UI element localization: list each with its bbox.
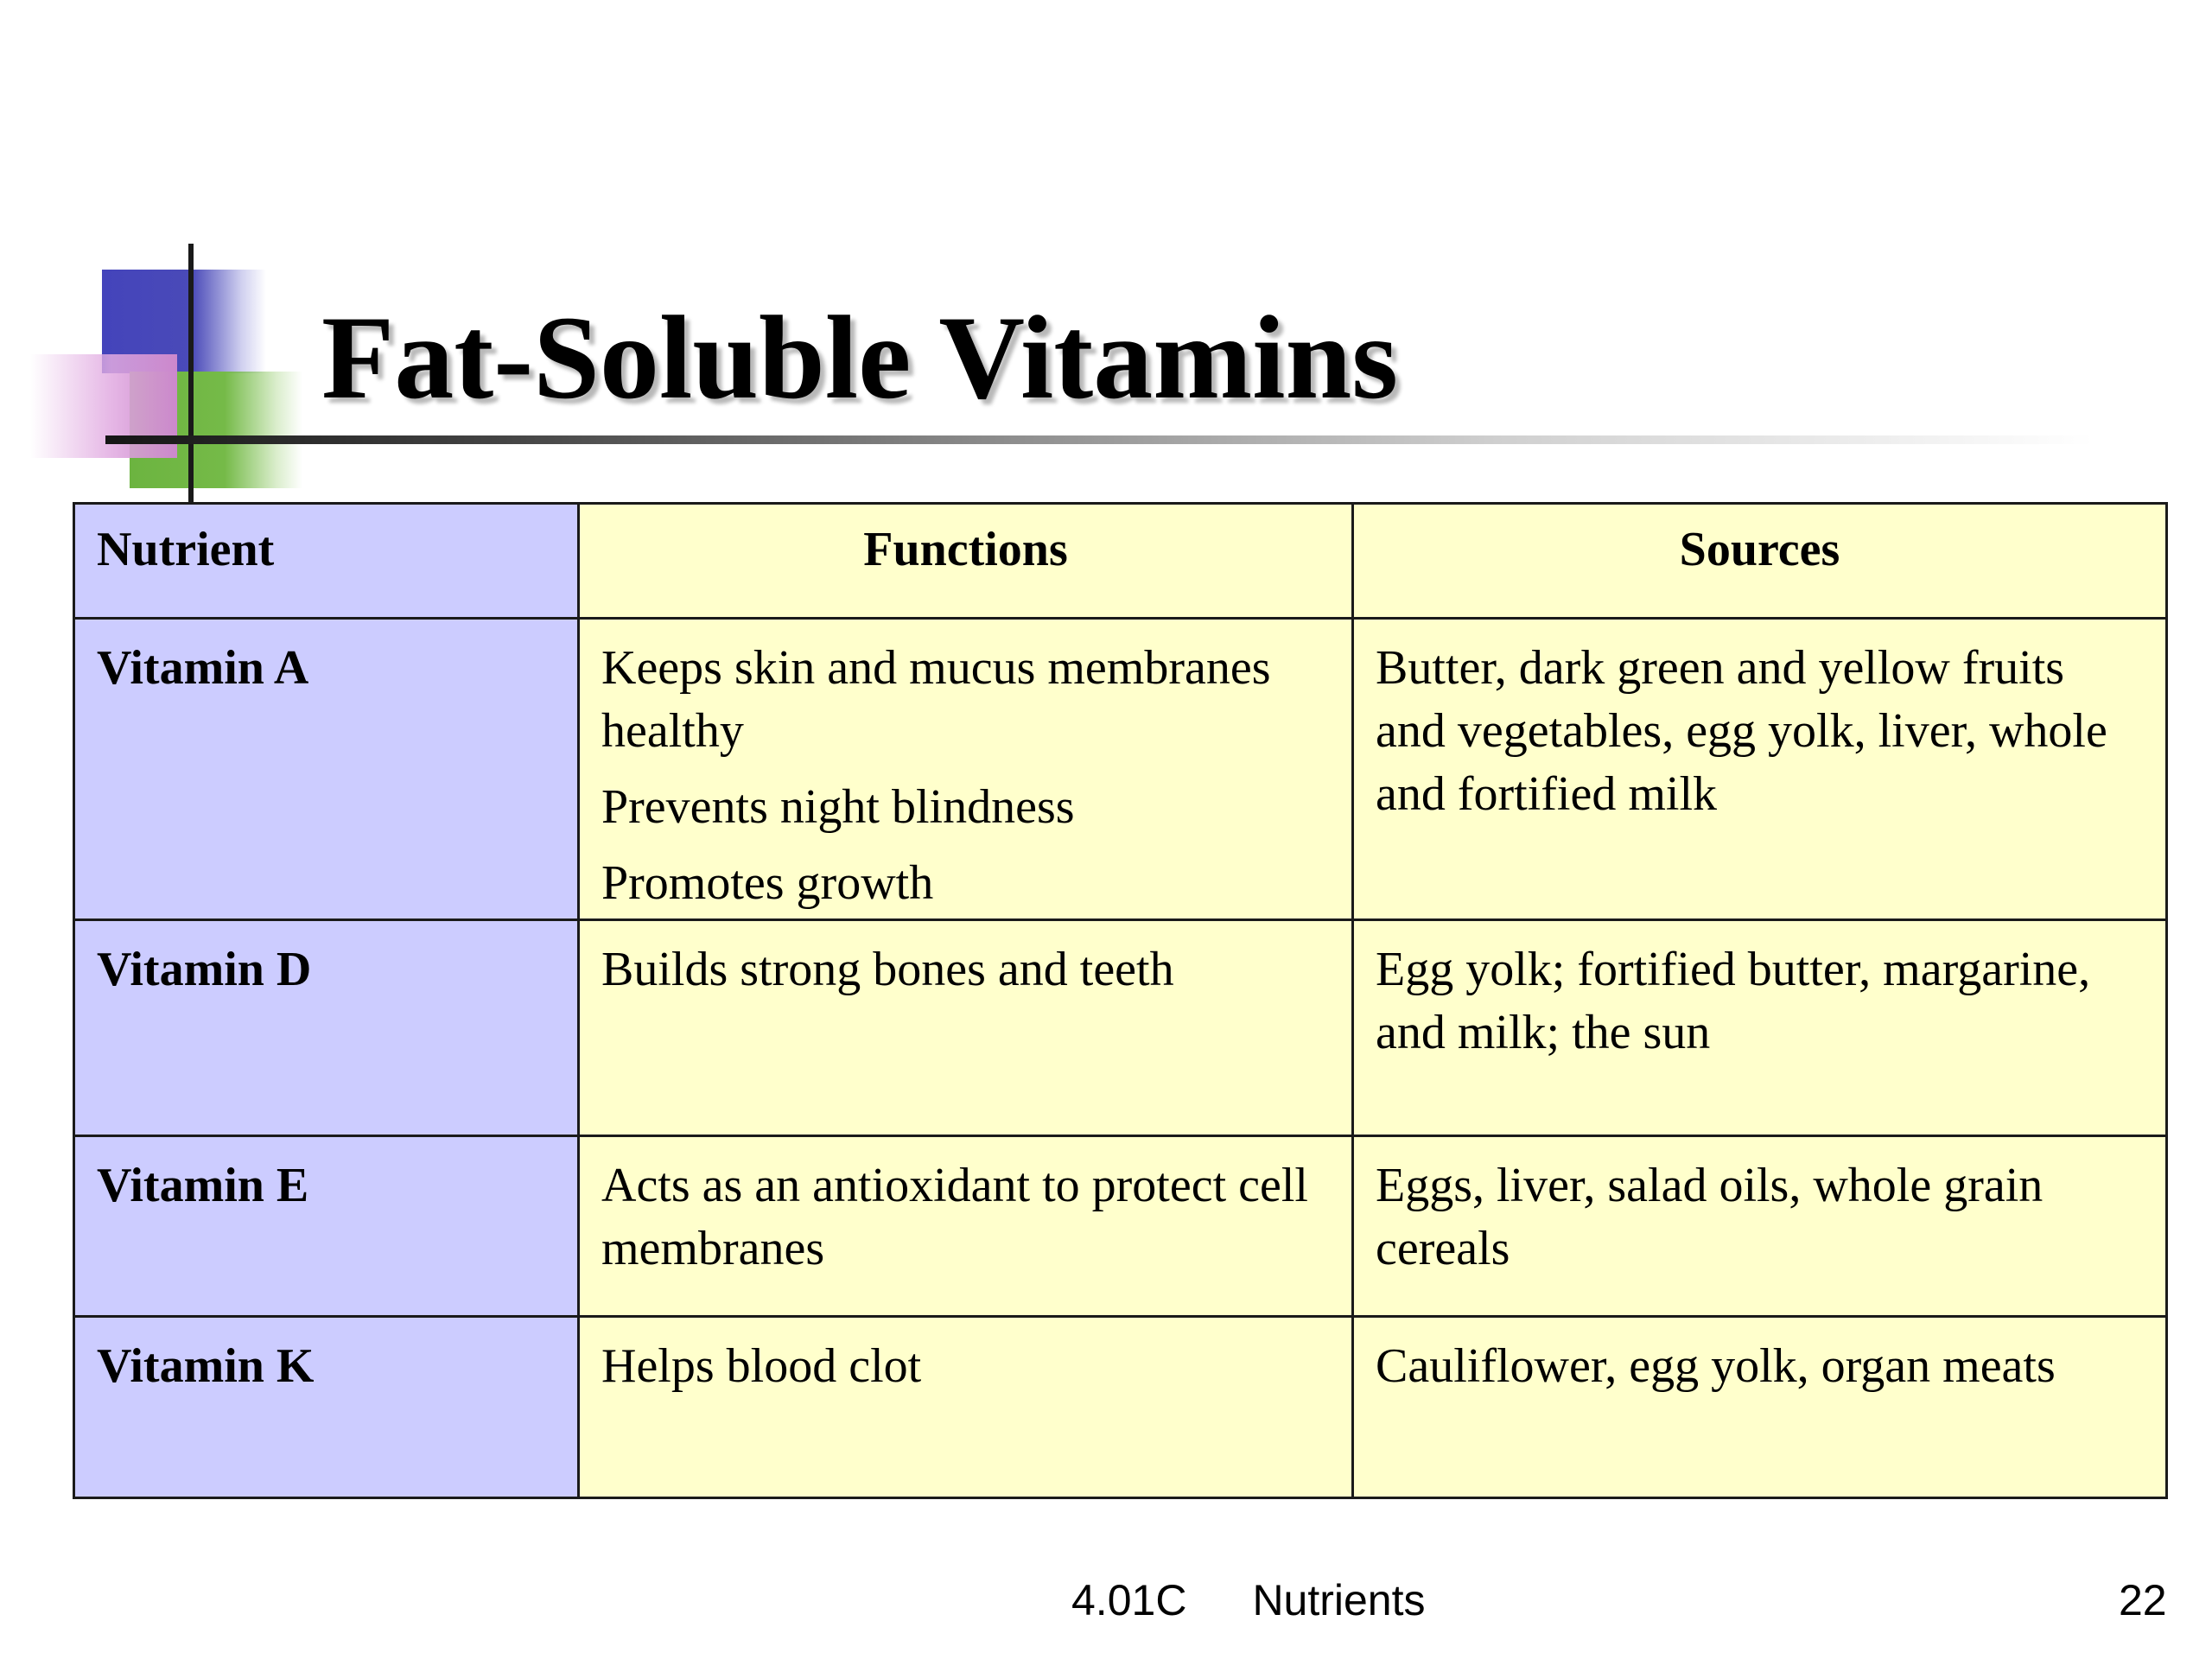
table-row (74, 1317, 2167, 1498)
functions-cell (579, 619, 1353, 920)
function-item: Prevents night blindness (601, 780, 1075, 834)
vitamins-table (73, 502, 2168, 1499)
footer-course: 4.01C (1071, 1576, 1187, 1624)
ornament-vertical-line (188, 244, 194, 503)
table-row (74, 920, 2167, 1136)
header-functions: Functions (579, 504, 1353, 619)
slide-footer (1071, 1576, 1426, 1624)
sources-cell: Eggs, liver, salad oils, whole grain cereals (1353, 1136, 2167, 1317)
nutrient-cell: Vitamin E (74, 1136, 579, 1317)
functions-cell (579, 920, 1353, 1136)
sources-cell: Egg yolk; fortified butter, margarine, and milk; the sun (1353, 920, 2167, 1136)
function-item: Builds strong bones and teeth (601, 943, 1174, 996)
function-item: Promotes growth (601, 856, 934, 910)
sources-cell: Cauliflower, egg yolk, organ meats (1353, 1317, 2167, 1498)
table-header-row (74, 504, 2167, 619)
functions-cell (579, 1136, 1353, 1317)
slide-title: Fat-Soluble Vitamins (321, 291, 1398, 423)
sources-cell: Butter, dark green and yellow fruits and vegetables, egg yolk, liver, whole and fortified milk (1353, 619, 2167, 920)
table-row (74, 619, 2167, 920)
nutrient-cell: Vitamin A (74, 619, 579, 920)
page-number: 22 (2119, 1576, 2167, 1624)
header-sources: Sources (1353, 504, 2167, 619)
header-nutrient: Nutrient (74, 504, 579, 619)
footer-topic: Nutrients (1252, 1576, 1426, 1624)
title-underline (105, 435, 2093, 444)
table-row (74, 1136, 2167, 1317)
function-item: Helps blood clot (601, 1339, 922, 1393)
nutrient-cell: Vitamin K (74, 1317, 579, 1498)
nutrient-cell: Vitamin D (74, 920, 579, 1136)
function-item: Acts as an antioxidant to protect cell membranes (601, 1159, 1308, 1275)
functions-cell (579, 1317, 1353, 1498)
function-item: Keeps skin and mucus membranes healthy (601, 641, 1271, 758)
